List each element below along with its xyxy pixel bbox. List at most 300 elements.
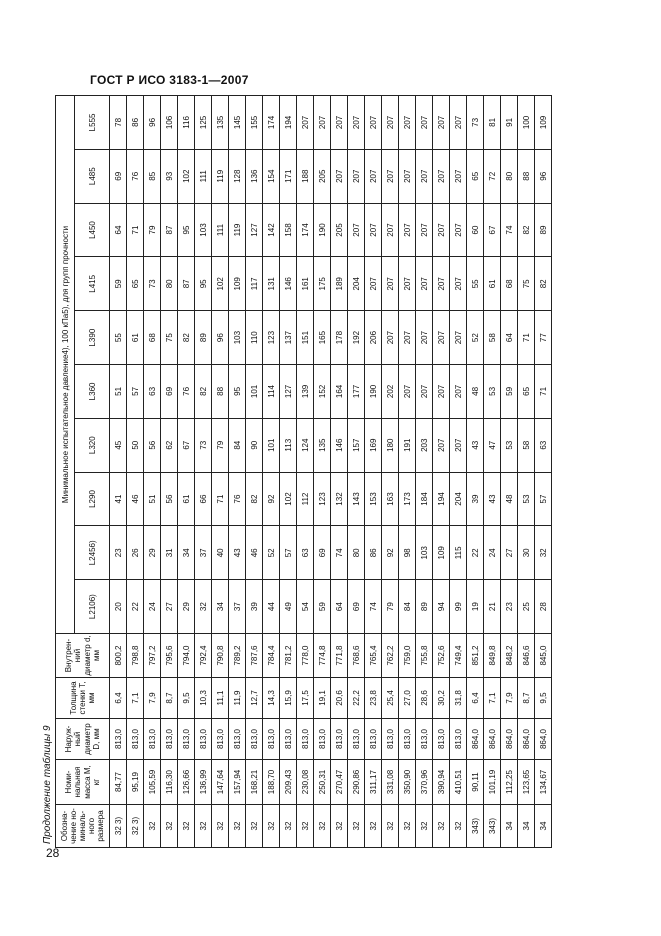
cell-mass: 250,31 [314,760,331,805]
cell-pressure: 109 [433,526,450,580]
cell-outer-diameter: 813,0 [263,719,280,760]
cell-mass: 123,65 [518,760,535,805]
cell-outer-diameter: 813,0 [280,719,297,760]
cell-pressure: 63 [535,418,552,472]
cell-pressure: 194 [280,96,297,150]
cell-pressure: 72 [484,149,501,203]
cell-pressure: 102 [178,149,195,203]
cell-pressure: 106 [161,96,178,150]
cell-pressure: 39 [467,472,484,526]
cell-mass: 350,90 [399,760,416,805]
cell-wall-thickness: 19,1 [314,678,331,719]
table-caption: Продолжение таблицы 9 [42,725,53,844]
cell-pressure: 59 [110,257,127,311]
cell-inner-diameter: 848,2 [501,634,518,678]
cell-pressure: 64 [331,580,348,634]
cell-pressure: 190 [314,203,331,257]
cell-pressure: 110 [246,311,263,365]
cell-pressure: 93 [161,149,178,203]
cell-pressure: 47 [484,418,501,472]
cell-pressure: 111 [212,203,229,257]
cell-pressure: 24 [484,526,501,580]
cell-pressure: 86 [365,526,382,580]
cell-pressure: 69 [348,580,365,634]
cell-pressure: 204 [450,472,467,526]
cell-pressure: 67 [484,203,501,257]
cell-pressure: 102 [212,257,229,311]
cell-outer-diameter: 813,0 [297,719,314,760]
table-row [161,96,178,848]
cell-pressure: 55 [110,311,127,365]
cell-pressure: 61 [127,311,144,365]
table-row [331,96,348,848]
cell-size: 343) [484,805,501,848]
cell-pressure: 206 [365,311,382,365]
cell-pressure: 61 [484,257,501,311]
cell-pressure: 184 [416,472,433,526]
cell-pressure: 75 [518,257,535,311]
cell-pressure: 207 [348,96,365,150]
cell-pressure: 191 [399,418,416,472]
cell-pressure: 95 [178,203,195,257]
cell-size: 32 [263,805,280,848]
cell-mass: 136,99 [195,760,212,805]
cell-pressure: 66 [195,472,212,526]
cell-pressure: 207 [399,257,416,311]
cell-pressure: 78 [110,96,127,150]
cell-inner-diameter: 749,4 [450,634,467,678]
cell-pressure: 80 [501,149,518,203]
cell-pressure: 82 [246,472,263,526]
cell-size: 32 [144,805,161,848]
cell-pressure: 90 [246,418,263,472]
table-row [484,96,501,848]
cell-outer-diameter: 813,0 [110,719,127,760]
cell-pressure: 50 [127,418,144,472]
cell-wall-thickness: 8,7 [161,678,178,719]
table-row [195,96,212,848]
cell-mass: 134,67 [535,760,552,805]
cell-pressure: 57 [535,472,552,526]
cell-pressure: 74 [365,580,382,634]
cell-mass: 410,51 [450,760,467,805]
cell-pressure: 207 [382,311,399,365]
cell-pressure: 207 [365,203,382,257]
cell-pressure: 207 [450,311,467,365]
cell-outer-diameter: 813,0 [178,719,195,760]
cell-outer-diameter: 813,0 [365,719,382,760]
cell-pressure: 207 [365,149,382,203]
cell-mass: 147,64 [212,760,229,805]
cell-pressure: 174 [263,96,280,150]
cell-pressure: 207 [433,365,450,419]
cell-pressure: 48 [501,472,518,526]
cell-pressure: 189 [331,257,348,311]
cell-pressure: 115 [450,526,467,580]
cell-mass: 270,47 [331,760,348,805]
cell-inner-diameter: 794,0 [178,634,195,678]
cell-size: 32 [178,805,195,848]
cell-outer-diameter: 864,0 [535,719,552,760]
cell-wall-thickness: 9,5 [535,678,552,719]
header-pressure-group: Минимальное испытательное давление4), 100 кПа5), для групп прочности [56,96,75,634]
table-row [297,96,314,848]
header-grade: L320 [75,418,110,472]
cell-pressure: 45 [110,418,127,472]
cell-pressure: 96 [535,149,552,203]
cell-pressure: 48 [467,365,484,419]
cell-pressure: 180 [382,418,399,472]
cell-pressure: 190 [365,365,382,419]
cell-wall-thickness: 10,3 [195,678,212,719]
table-row [535,96,552,848]
cell-wall-thickness: 7,1 [484,678,501,719]
table-row [246,96,263,848]
cell-pressure: 207 [433,149,450,203]
cell-size: 32 [195,805,212,848]
cell-pressure: 207 [416,311,433,365]
cell-pressure: 163 [382,472,399,526]
cell-pressure: 207 [331,96,348,150]
cell-pressure: 54 [297,580,314,634]
cell-pressure: 29 [144,526,161,580]
cell-wall-thickness: 6,4 [467,678,484,719]
cell-mass: 390,94 [433,760,450,805]
cell-outer-diameter: 813,0 [127,719,144,760]
cell-pressure: 142 [263,203,280,257]
table-row [518,96,535,848]
cell-pressure: 207 [297,96,314,150]
cell-pressure: 82 [518,203,535,257]
cell-pressure: 37 [195,526,212,580]
cell-inner-diameter: 851,2 [467,634,484,678]
cell-pressure: 91 [501,96,518,150]
cell-pressure: 22 [127,580,144,634]
cell-pressure: 109 [535,96,552,150]
cell-pressure: 95 [195,257,212,311]
cell-pressure: 165 [314,311,331,365]
cell-pressure: 40 [212,526,229,580]
table-row [229,96,246,848]
cell-wall-thickness: 23,8 [365,678,382,719]
cell-pressure: 188 [297,149,314,203]
cell-inner-diameter: 792,4 [195,634,212,678]
cell-pressure: 207 [450,149,467,203]
cell-pressure: 207 [416,257,433,311]
cell-pressure: 43 [229,526,246,580]
cell-pressure: 207 [416,365,433,419]
cell-pressure: 103 [195,203,212,257]
cell-pressure: 52 [263,526,280,580]
cell-pressure: 207 [450,257,467,311]
cell-pressure: 135 [212,96,229,150]
cell-pressure: 92 [382,526,399,580]
cell-inner-diameter: 800,2 [110,634,127,678]
cell-pressure: 207 [365,257,382,311]
cell-pressure: 68 [144,311,161,365]
cell-pressure: 39 [246,580,263,634]
cell-pressure: 62 [161,418,178,472]
cell-wall-thickness: 9,5 [178,678,195,719]
cell-mass: 90,11 [467,760,484,805]
cell-pressure: 102 [280,472,297,526]
cell-inner-diameter: 768,6 [348,634,365,678]
cell-pressure: 19 [467,580,484,634]
cell-mass: 188,70 [263,760,280,805]
cell-size: 32 [212,805,229,848]
cell-pressure: 88 [518,149,535,203]
cell-pressure: 207 [399,149,416,203]
cell-pressure: 136 [246,149,263,203]
cell-inner-diameter: 787,6 [246,634,263,678]
cell-pressure: 53 [484,365,501,419]
table-row [399,96,416,848]
cell-pressure: 61 [178,472,195,526]
cell-size: 32 3) [110,805,127,848]
cell-pressure: 77 [535,311,552,365]
cell-wall-thickness: 7,9 [144,678,161,719]
table-row [178,96,195,848]
cell-pressure: 63 [144,365,161,419]
cell-mass: 311,17 [365,760,382,805]
cell-pressure: 207 [382,149,399,203]
cell-pressure: 203 [416,418,433,472]
header-grade: L485 [75,149,110,203]
cell-pressure: 98 [399,526,416,580]
cell-pressure: 81 [484,96,501,150]
table-row [280,96,297,848]
cell-wall-thickness: 7,1 [127,678,144,719]
cell-pressure: 56 [161,472,178,526]
cell-inner-diameter: 765,4 [365,634,382,678]
cell-pressure: 59 [501,365,518,419]
cell-pressure: 169 [365,418,382,472]
table-row [127,96,144,848]
cell-pressure: 69 [110,149,127,203]
cell-pressure: 205 [331,203,348,257]
cell-inner-diameter: 781,2 [280,634,297,678]
cell-pressure: 51 [144,472,161,526]
cell-wall-thickness: 14,3 [263,678,280,719]
cell-pressure: 43 [484,472,501,526]
cell-pressure: 131 [263,257,280,311]
table-row [450,96,467,848]
cell-pressure: 79 [212,418,229,472]
cell-inner-diameter: 789,2 [229,634,246,678]
header-grade: L555 [75,96,110,150]
cell-outer-diameter: 813,0 [416,719,433,760]
cell-pressure: 89 [195,311,212,365]
cell-outer-diameter: 813,0 [399,719,416,760]
cell-outer-diameter: 813,0 [450,719,467,760]
cell-wall-thickness: 6,4 [110,678,127,719]
cell-pressure: 128 [229,149,246,203]
cell-pressure: 76 [127,149,144,203]
cell-pressure: 71 [212,472,229,526]
cell-pressure: 101 [246,365,263,419]
cell-size: 32 [246,805,263,848]
cell-mass: 112,25 [501,760,518,805]
document-title: ГОСТ Р ИСО 3183-1—2007 [90,73,249,87]
cell-pressure: 59 [314,580,331,634]
cell-size: 32 [161,805,178,848]
page-number: 28 [46,846,60,860]
cell-pressure: 32 [195,580,212,634]
cell-wall-thickness: 25,4 [382,678,399,719]
cell-pressure: 103 [416,526,433,580]
cell-size: 34 [535,805,552,848]
cell-pressure: 207 [365,96,382,150]
cell-pressure: 34 [178,526,195,580]
cell-pressure: 207 [416,149,433,203]
cell-outer-diameter: 813,0 [195,719,212,760]
cell-mass: 230,08 [297,760,314,805]
cell-pressure: 84 [399,580,416,634]
cell-outer-diameter: 813,0 [246,719,263,760]
cell-inner-diameter: 784,4 [263,634,280,678]
cell-mass: 157,94 [229,760,246,805]
cell-mass: 105,59 [144,760,161,805]
cell-pressure: 96 [144,96,161,150]
cell-pressure: 132 [331,472,348,526]
cell-pressure: 65 [518,365,535,419]
cell-pressure: 113 [280,418,297,472]
cell-pressure: 207 [416,96,433,150]
cell-pressure: 202 [382,365,399,419]
cell-pressure: 53 [518,472,535,526]
cell-pressure: 114 [263,365,280,419]
cell-pressure: 89 [416,580,433,634]
cell-outer-diameter: 813,0 [161,719,178,760]
table-row [110,96,127,848]
cell-pressure: 207 [399,365,416,419]
cell-pressure: 92 [263,472,280,526]
cell-pressure: 27 [161,580,178,634]
cell-pressure: 207 [433,203,450,257]
cell-pressure: 103 [229,311,246,365]
cell-pressure: 25 [518,580,535,634]
cell-pressure: 207 [382,257,399,311]
cell-pressure: 207 [382,96,399,150]
cell-pressure: 60 [467,203,484,257]
cell-pressure: 73 [144,257,161,311]
cell-pressure: 88 [212,365,229,419]
table-row [416,96,433,848]
cell-pressure: 65 [127,257,144,311]
cell-inner-diameter: 795,6 [161,634,178,678]
cell-pressure: 101 [263,418,280,472]
cell-pressure: 23 [110,526,127,580]
cell-pressure: 73 [467,96,484,150]
cell-pressure: 20 [110,580,127,634]
cell-pressure: 27 [501,526,518,580]
cell-pressure: 23 [501,580,518,634]
cell-pressure: 80 [161,257,178,311]
cell-mass: 209,43 [280,760,297,805]
cell-pressure: 207 [416,203,433,257]
cell-pressure: 49 [280,580,297,634]
table-row [433,96,450,848]
cell-pressure: 146 [280,257,297,311]
cell-wall-thickness: 30,2 [433,678,450,719]
cell-pressure: 32 [535,526,552,580]
header-outer-diameter: Наруж-ный диаметр D, мм [56,719,110,760]
cell-size: 32 [433,805,450,848]
table-row [467,96,484,848]
cell-size: 32 [297,805,314,848]
cell-pressure: 79 [144,203,161,257]
cell-inner-diameter: 759,0 [399,634,416,678]
cell-pressure: 175 [314,257,331,311]
cell-wall-thickness: 28,6 [416,678,433,719]
table-row [212,96,229,848]
cell-pressure: 96 [212,311,229,365]
cell-pressure: 207 [433,257,450,311]
cell-pressure: 71 [127,203,144,257]
cell-pressure: 74 [501,203,518,257]
cell-pressure: 52 [467,311,484,365]
cell-pressure: 125 [195,96,212,150]
cell-pressure: 111 [195,149,212,203]
cell-pressure: 64 [501,311,518,365]
cell-pressure: 57 [280,526,297,580]
cell-size: 32 [314,805,331,848]
header-grade: L450 [75,203,110,257]
cell-pressure: 56 [144,418,161,472]
cell-size: 32 [416,805,433,848]
cell-pressure: 137 [280,311,297,365]
header-grade: L390 [75,311,110,365]
cell-pressure: 119 [212,149,229,203]
cell-pressure: 205 [314,149,331,203]
cell-wall-thickness: 11,9 [229,678,246,719]
cell-pressure: 29 [178,580,195,634]
cell-pressure: 117 [246,257,263,311]
cell-pressure: 69 [314,526,331,580]
cell-pressure: 124 [297,418,314,472]
cell-wall-thickness: 17,5 [297,678,314,719]
cell-pressure: 123 [263,311,280,365]
cell-inner-diameter: 798,8 [127,634,144,678]
cell-pressure: 26 [127,526,144,580]
cell-pressure: 177 [348,365,365,419]
cell-size: 32 [382,805,399,848]
header-grade: L290 [75,472,110,526]
cell-pressure: 63 [297,526,314,580]
cell-pressure: 207 [450,203,467,257]
cell-pressure: 207 [399,203,416,257]
cell-size: 34 [501,805,518,848]
cell-size: 32 [280,805,297,848]
cell-pressure: 112 [297,472,314,526]
cell-size: 32 [331,805,348,848]
cell-pressure: 171 [280,149,297,203]
cell-pressure: 100 [518,96,535,150]
cell-pressure: 127 [246,203,263,257]
cell-pressure: 68 [501,257,518,311]
table-row [365,96,382,848]
cell-pressure: 82 [195,365,212,419]
cell-pressure: 82 [178,311,195,365]
cell-pressure: 84 [229,418,246,472]
cell-pressure: 99 [450,580,467,634]
cell-wall-thickness: 8,7 [518,678,535,719]
cell-outer-diameter: 864,0 [467,719,484,760]
cell-outer-diameter: 813,0 [331,719,348,760]
cell-mass: 84,77 [110,760,127,805]
cell-inner-diameter: 846,6 [518,634,535,678]
cell-pressure: 22 [467,526,484,580]
